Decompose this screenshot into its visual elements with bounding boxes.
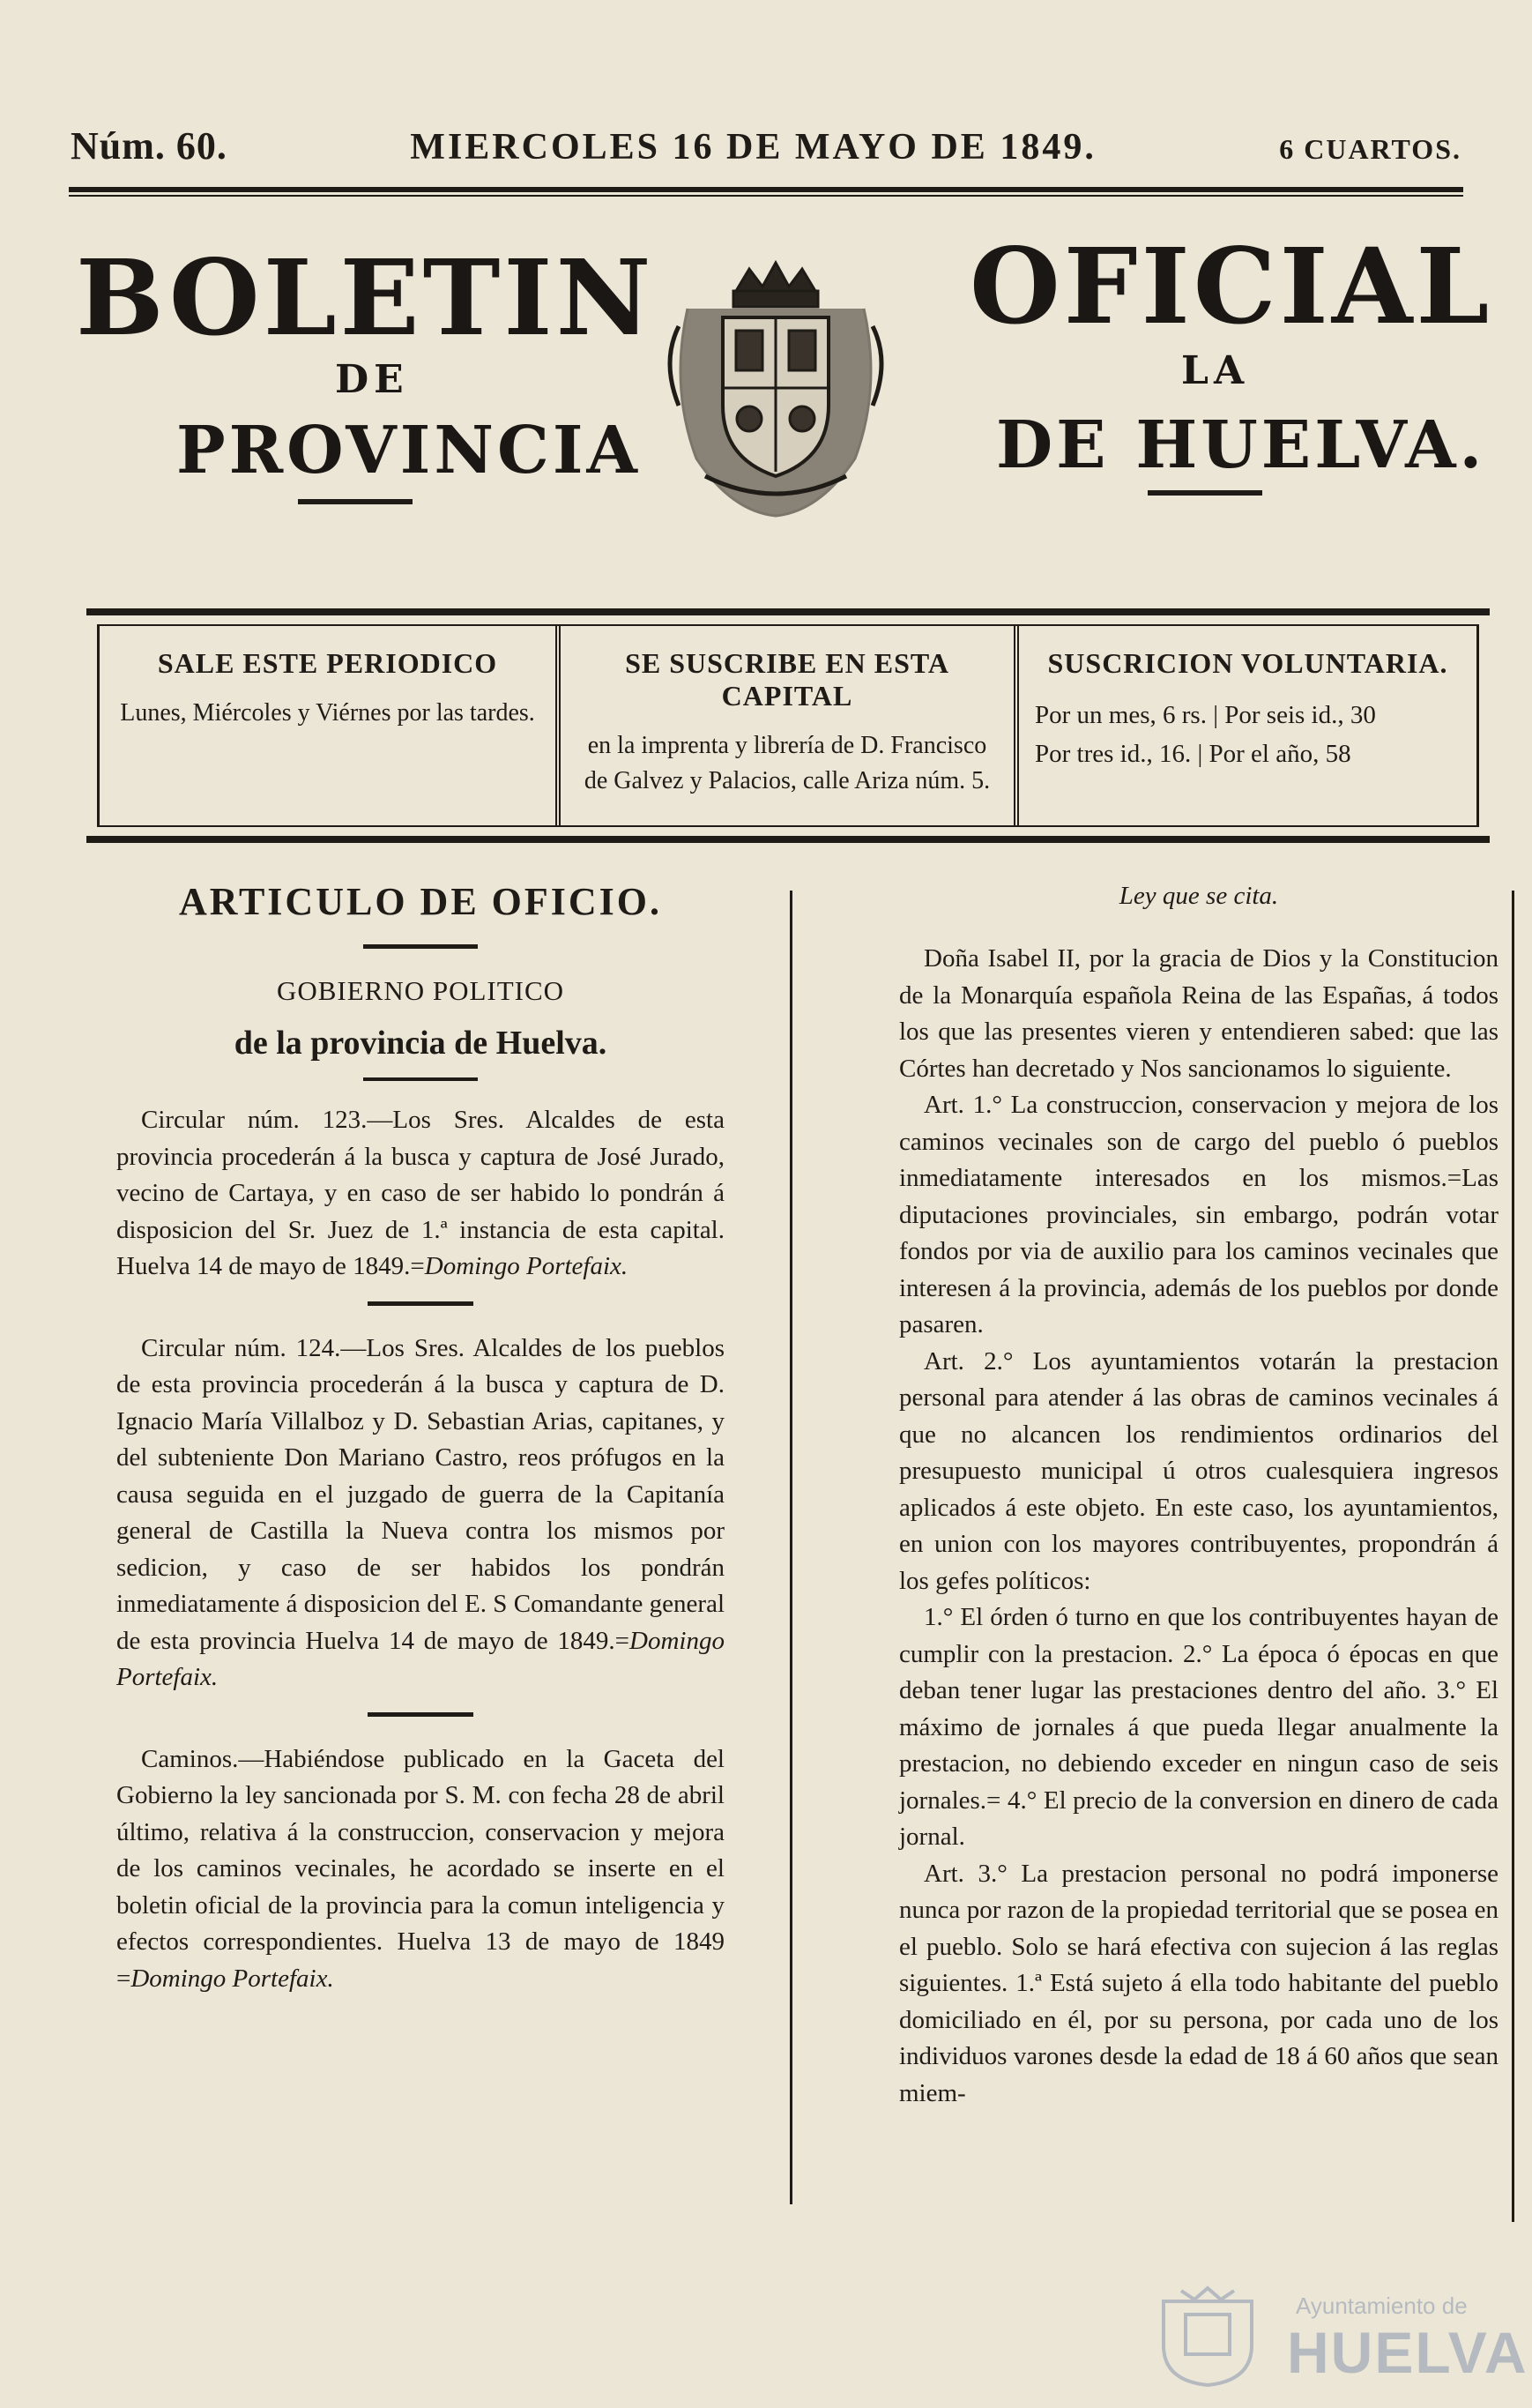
masthead-rule-right [1148,490,1262,496]
masthead-rule-left [298,499,413,504]
caminos-notice: Caminos.—Habiéndose publicado en la Gaceta del Gobierno la ley sancionada por S. M. con fecha 28 de abril último, relativa á la construccion, conservacion y mejora de los caminos vecinales, he acordado se inserte en el boletin oficial de la provincia para la comun inteligencia y efectos correspondientes. Huelva 13 de mayo de 1849 =Domingo Portefaix. [116,1744,725,1993]
info-suscricion-line2: Por tres id., 16. | Por el año, 58 [1035,740,1351,768]
header-rule [69,187,1463,197]
circular-123-signature: Domingo Portefaix. [424,1252,628,1280]
ley-article-1: Art. 1.° La construccion, conservacion y mejora de los caminos vecinales son de cargo del pueblo ó pueblos inmediatamente interesados en los mismos.=Las diputaciones provinciales, sin embargo, podrán votar fondos por via de auxilio para los caminos vecinales que interesen á la provincia, además de los pueblos por donde pasaren. [899,1091,1499,1338]
provincia-heading: de la provincia de Huelva. [234,1025,607,1062]
coat-of-arms-icon [652,256,899,520]
section-rule [368,1712,473,1717]
info-cell-suscricion [1014,626,1479,825]
masthead-boletin: BOLETIN [76,236,655,359]
info-suscricion-line1: Por un mes, 6 rs. | Por seis id., 30 [1035,701,1376,729]
masthead-la: LA [1181,348,1250,393]
info-periodico-title: SALE ESTE PERIODICO [157,647,498,679]
huelva-logo-icon [1146,2284,1269,2389]
column-divider [790,891,792,2204]
ley-heading: Ley que se cita. [1119,882,1279,910]
right-margin-rule [1512,891,1514,2222]
right-column [899,877,1499,2112]
info-suscribe-title: SE SUSCRIBE EN ESTA CAPITAL [625,647,949,712]
issue-date: MIERCOLES 16 DE MAYO DE 1849. [410,127,1097,168]
masthead-de-huelva: DE HUELVA. [996,407,1486,483]
masthead-provincia: PROVINCIA [176,413,641,488]
masthead-de: DE [335,357,409,402]
info-suscribe-text: en la imprenta y librería de D. Francisco de Galvez y Palacios, calle Ariza núm. 5. [584,732,991,794]
circular-123: Circular núm. 123.—Los Sres. Alcaldes de esta provincia procederán á la busca y captura de José Jurado, vecino de Cartaya, y en caso de ser habido lo pondrán á disposicion del Sr. Juez de 1.ª instancia de esta capital. Huelva 14 de mayo de 1849.=Domingo Portefaix. [116,1106,725,1280]
masthead-oficial: OFICIAL [970,225,1493,347]
watermark-small-text: Ayuntamiento de [1296,2292,1468,2319]
watermark-big-text: HUELVA [1287,2320,1528,2385]
left-column [116,877,725,1997]
info-cell-periodico [97,626,555,825]
caminos-signature: Domingo Portefaix. [130,1964,334,1993]
ley-article-3: Art. 3.° La prestacion personal no podrá imponerse nunca por razon de la propiedad territorial que se posea en el pueblo. Solo se hará efectiva con sujecion á las reglas siguientes. 1.ª Está sujeto á ella todo habitante del pueblo domiciliado en él, por su persona, por cada uno de los individuos varones desde la edad de 18 á 60 años que sean miem- [899,1859,1499,2107]
ley-intro: Doña Isabel II, por la gracia de Dios y la Constitucion de la Monarquía española Reina de las Españas, á todos los que las presentes vieren y entendieren sabed: que las Córtes han decretado y Nos sancionamos lo siguiente. [899,944,1499,1083]
circular-124: Circular núm. 124.—Los Sres. Alcaldes de los pueblos de esta provincia procederán á la busca y captura de D. Ignacio María Villalboz y D. Sebastian Arias, capitanes, y del subteniente Don Mariano Castro, reos prófugos en la causa seguida en el juzgado de guerra de la Capitanía general de Castilla la Nueva contra los mismos por sedicion, y caso de ser habidos los pondrán inmediatamente á disposicion del E. S Comandante general de esta provincia Huelva 14 de mayo de 1849.=Domingo Portefaix. [116,1333,725,1691]
archive-watermark [1146,2284,1528,2389]
gobierno-politico-heading: GOBIERNO POLITICO [276,975,565,1006]
subscription-info-box [86,608,1490,843]
issue-number: Núm. 60. [71,124,227,168]
issue-price: 6 CUARTOS. [1279,133,1461,165]
section-rule [363,944,478,949]
circular-124-signature: Domingo Portefaix. [116,1626,725,1691]
ley-article-2: Art. 2.° Los ayuntamientos votarán la prestacion personal para atender á las obras de caminos vecinales á que no alcancen los rendimientos ordinarios del presupuesto municipal ú otros cualesquiera ingresos aplicados á este objeto. En este caso, los ayuntamientos, en union con los mayores contribuyentes, propondrán á los gefes políticos: [899,1346,1499,1595]
info-periodico-text: Lunes, Miércoles y Viérnes por las tardes. [120,699,535,727]
section-rule [363,1077,478,1081]
ley-article-2-list: 1.° El órden ó turno en que los contribuyentes hayan de cumplir con la prestacion. 2.° La época ó épocas en que deban tener lugar las prestaciones dentro del año. 3.° El máximo de jornales á que pueda llegar anualmente la prestacion, no debiendo exceder en ningun caso de seis jornales.= 4.° El precio de la conversion en dinero de cada jornal. [899,1603,1499,1851]
info-cell-suscribe [555,626,1014,825]
section-heading-oficio: ARTICULO DE OFICIO. [178,880,663,923]
issue-header [71,123,1461,168]
section-rule [368,1301,473,1306]
info-suscricion-title: SUSCRICION VOLUNTARIA. [1047,647,1448,679]
